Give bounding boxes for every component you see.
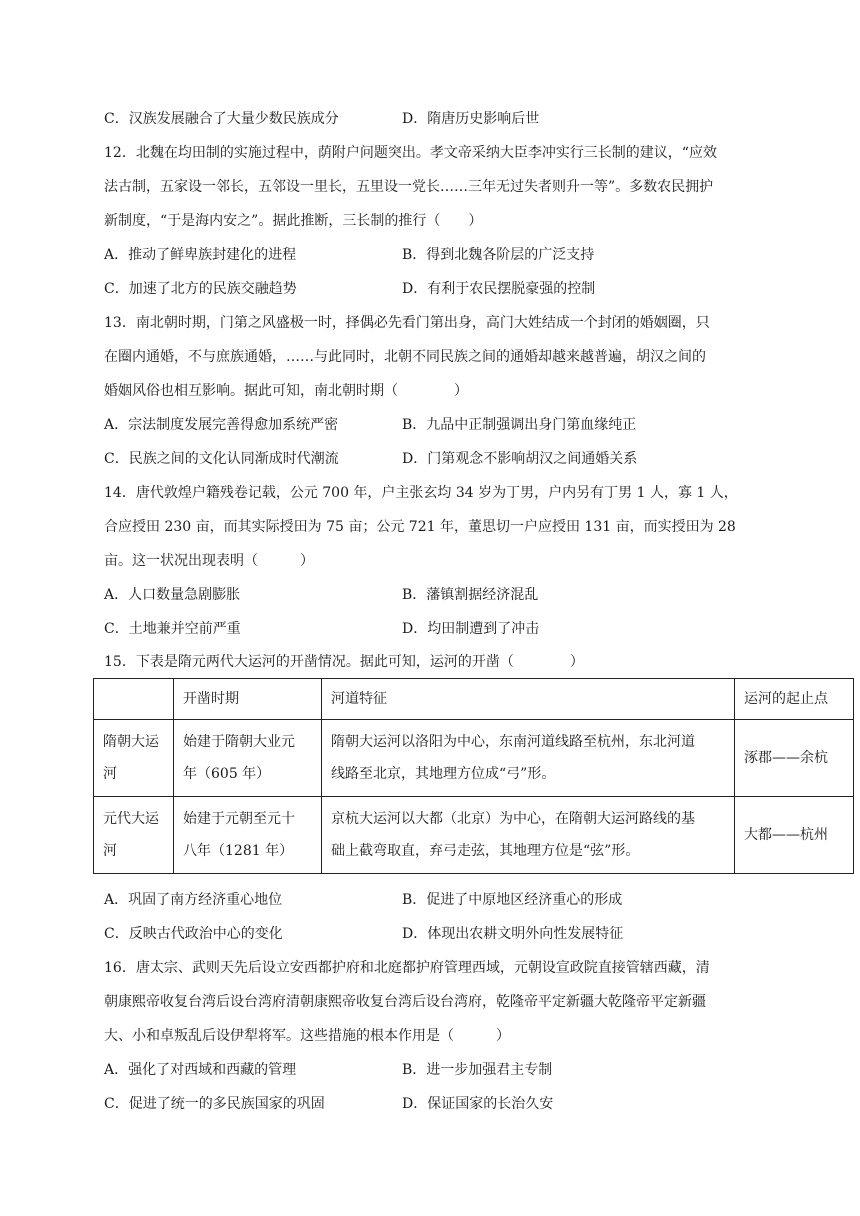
q12-option-d: D．有利于农民摆脱豪强的控制 — [402, 281, 596, 297]
q15-option-c: C．反映古代政治中心的变化 — [104, 926, 283, 942]
q16-option-a: A．强化了对西域和西藏的管理 — [104, 1062, 297, 1078]
q12-stem-line-1: 12．北魏在均田制的实施过程中，荫附户问题突出。孝文帝采纳大臣李冲实行三长制的建议，“应效 — [104, 145, 717, 161]
q13-stem-line-1: 13．南北朝时期，门第之风盛极一时，择偶必先看门第出身，高门大姓结成一个封闭的婚姻圈，只 — [104, 315, 710, 331]
table-row — [94, 720, 854, 797]
q13-option-c: C．民族之间的文化认同渐成时代潮流 — [104, 451, 339, 467]
table-cell-ends: 大都——杭州 — [735, 797, 854, 874]
q12-option-c: C．加速了北方的民族交融趋势 — [104, 281, 297, 297]
q14-stem-line-3: 亩。这一状况出现表明（ ） — [104, 553, 314, 569]
table-cell-name: 隋朝大运 河 — [94, 720, 174, 797]
q16-stem-line-1: 16．唐太宗、武则天先后设立安西都护府和北庭都护府管理西域，元朝设宣政院直接管辖西藏，清 — [104, 960, 710, 976]
q12-stem-line-3: 新制度，“于是海内安之”。据此推断，三长制的推行（ ） — [104, 213, 483, 229]
table-header-cell: 开凿时期 — [174, 679, 322, 720]
q11-option-c: C．汉族发展融合了大量少数民族成分 — [104, 111, 339, 127]
table-header-cell: 运河的起止点 — [735, 679, 854, 720]
table-row — [94, 797, 854, 874]
canal-table — [93, 678, 854, 874]
table-cell-feature: 隋朝大运河以洛阳为中心，东南河道线路至杭州，东北河道 线路至北京，其地理方位成“弓”形。 — [322, 720, 735, 797]
q12-option-b: B．得到北魏各阶层的广泛支持 — [402, 247, 595, 263]
q15-option-a: A．巩固了南方经济重心地位 — [104, 892, 283, 908]
table-header-cell: 河道特征 — [322, 679, 735, 720]
table-cell-period: 始建于隋朝大业元 年（605 年） — [174, 720, 322, 797]
table-cell-period: 始建于元朝至元十 八年（1281 年） — [174, 797, 322, 874]
q11-option-d: D．隋唐历史影响后世 — [402, 111, 540, 127]
table-header-cell — [94, 679, 174, 720]
q15-option-d: D．体现出农耕文明外向性发展特征 — [402, 926, 624, 942]
q13-option-d: D．门第观念不影响胡汉之间通婚关系 — [402, 451, 638, 467]
q12-option-a: A．推动了鲜卑族封建化的进程 — [104, 247, 297, 263]
q14-stem-line-1: 14．唐代敦煌户籍残卷记载，公元 700 年，户主张玄均 34 岁为丁男，户内另有丁男 1 人，寡 1 人， — [104, 485, 738, 501]
q16-stem-line-2: 朝康熙帝收复台湾后设台湾府清朝康熙帝收复台湾后设台湾府，乾隆帝平定新疆大乾隆帝平定新疆 — [104, 994, 706, 1010]
q12-stem-line-2: 法古制，五家设一邻长，五邻设一里长，五里设一党长……三年无过失者则升一等”。多数农民拥护 — [104, 179, 714, 195]
q13-option-b: B．九品中正制强调出身门第血缘纯正 — [402, 417, 637, 433]
table-header-row — [94, 679, 854, 720]
table-cell-feature: 京杭大运河以大都（北京）为中心，在隋朝大运河路线的基 础上截弯取直，弃弓走弦，其地理方位是“弦”形。 — [322, 797, 735, 874]
q15-option-b: B．促进了中原地区经济重心的形成 — [402, 892, 623, 908]
q13-stem-line-3: 婚姻风俗也相互影响。据此可知，南北朝时期（ ） — [104, 383, 468, 399]
q13-option-a: A．宗法制度发展完善得愈加系统严密 — [104, 417, 339, 433]
q16-option-b: B．进一步加强君主专制 — [402, 1062, 553, 1078]
q15-stem-line-1: 15．下表是隋元两代大运河的开凿情况。据此可知，运河的开凿（ ） — [104, 654, 584, 670]
q16-stem-line-3: 大、小和卓叛乱后设伊犁将军。这些措施的根本作用是（ ） — [104, 1028, 510, 1044]
q14-option-c: C．土地兼并空前严重 — [104, 621, 241, 637]
q14-option-d: D．均田制遭到了冲击 — [402, 621, 540, 637]
table-cell-ends: 涿郡——余杭 — [735, 720, 854, 797]
q14-option-b: B．藩镇割据经济混乱 — [402, 587, 539, 603]
table-cell-name: 元代大运 河 — [94, 797, 174, 874]
q14-stem-line-2: 合应授田 230 亩，而其实际授田为 75 亩；公元 721 年，董思切一户应授田 131 亩，而实授田为 28 — [104, 519, 736, 535]
q14-option-a: A．人口数量急剧膨胀 — [104, 587, 241, 603]
q13-stem-line-2: 在圈内通婚，不与庶族通婚，……与此同时，北朝不同民族之间的通婚却越来越普遍，胡汉之间的 — [104, 349, 706, 365]
q16-option-d: D．保证国家的长治久安 — [402, 1096, 554, 1112]
q16-option-c: C．促进了统一的多民族国家的巩固 — [104, 1096, 325, 1112]
